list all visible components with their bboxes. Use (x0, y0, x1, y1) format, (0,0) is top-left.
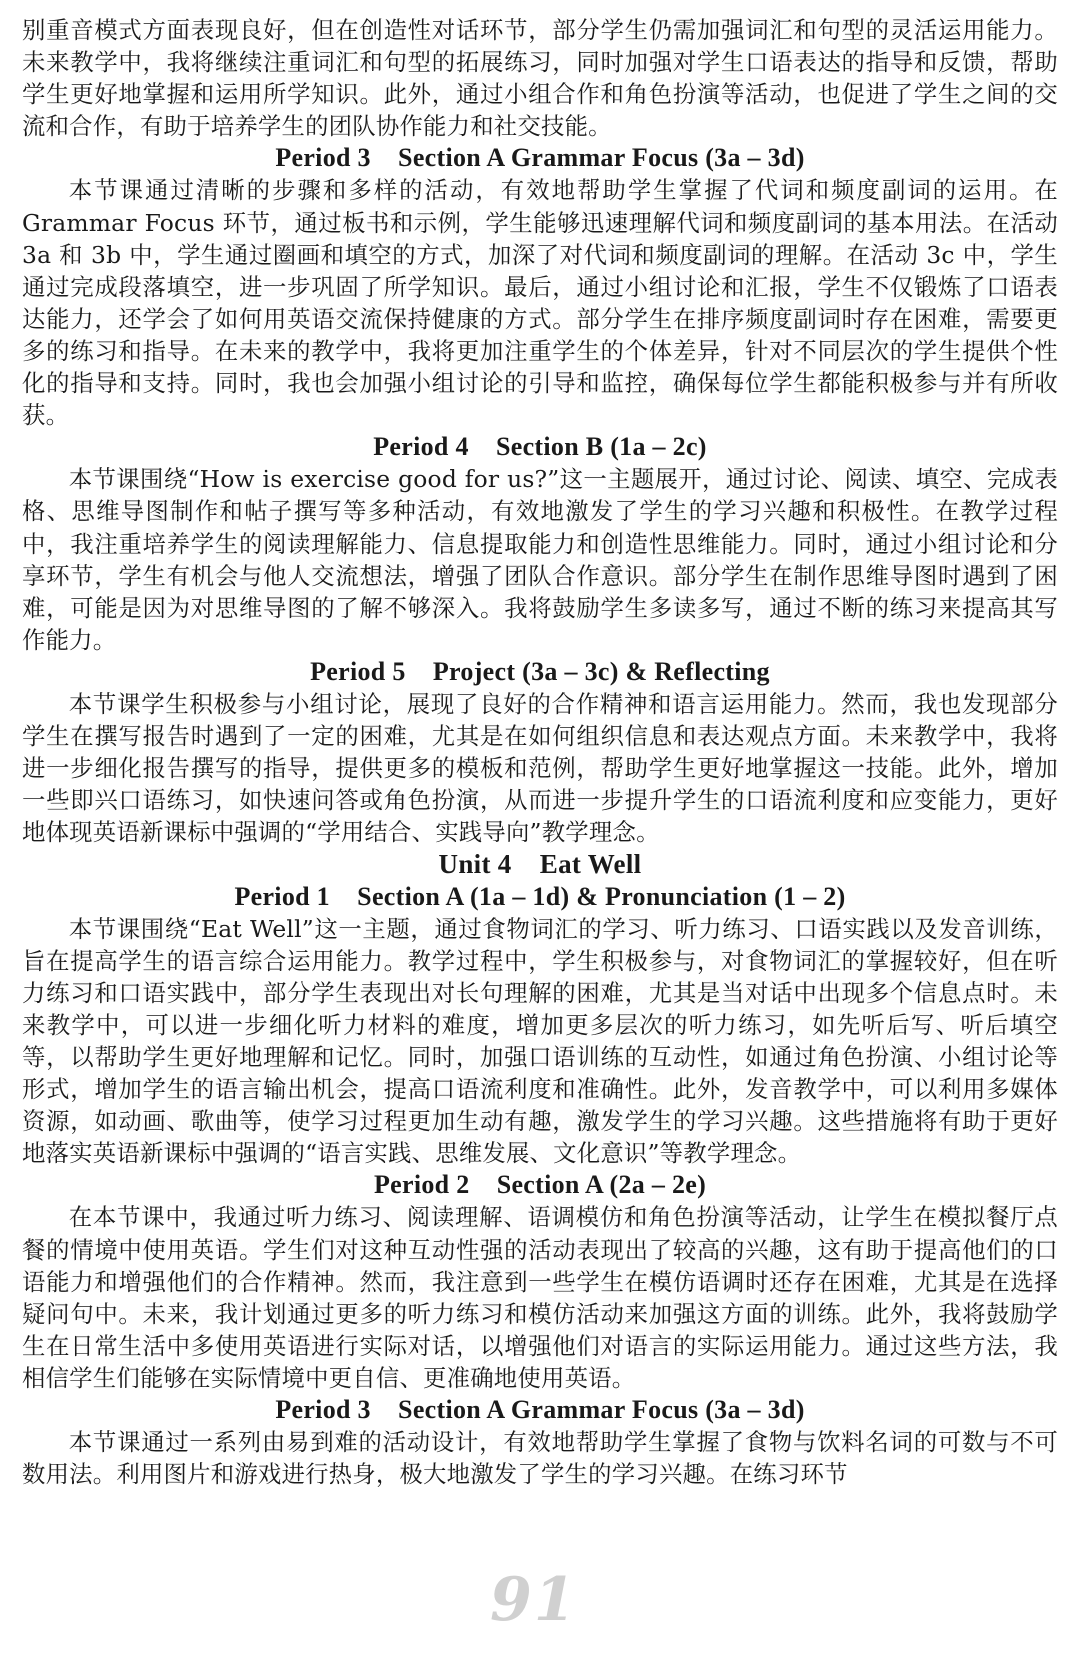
heading-unit4-period-2: Period 2 Section A (2a – 2e) (373, 1170, 707, 1200)
heading-period-3-grammar-focus: Period 3 Section A Grammar Focus (3a – 3d) (275, 143, 805, 173)
paragraph-continuation: 别重音模式方面表现良好，但在创造性对话环节，部分学生仍需加强词汇和句型的灵活运用能力。未来教学中，我将继续注重词汇和句型的拓展练习，同时加强对学生口语表达的指导和反馈，帮助学生更好地掌握和运用所学知识。此外，通过小组合作和角色扮演等活动，也促进了学生之间的交流和合作，有助于培养学生的团队协作能力和社交技能。 (22, 16, 1058, 141)
paragraph-period-5: 本节课学生积极参与小组讨论，展现了良好的合作精神和语言运用能力。然而，我也发现部分学生在撰写报告时遇到了一定的困难，尤其是在如何组织信息和表达观点方面。未来教学中，我将进一步细化报告撰写的指导，提供更多的模板和范例，帮助学生更好地掌握这一技能。此外，增加一些即兴口语练习，如快速问答或角色扮演，从而进一步提升学生的口语流利度和应变能力，更好地体现英语新课标中强调的“学用结合、实践导向”教学理念。 (22, 689, 1058, 847)
paragraph-unit4-period-3: 本节课通过一系列由易到难的活动设计，有效地帮助学生掌握了食物与饮料名词的可数与不可数用法。利用图片和游戏进行热身，极大地激发了学生的学习兴趣。在练习环节 (22, 1428, 1058, 1489)
paragraph-period-4: 本节课围绕“How is exercise good for us?”这一主题展开，通过讨论、阅读、填空、完成表格、思维导图制作和帖子撰写等多种活动，有效地激发了学生的学习兴趣和积极性。在教学过程中，我注重培养学生的阅读理解能力、信息提取能力和创造性思维能力。同时，通过小组讨论和分享环节，学生有机会与他人交流想法，增强了团队合作意识。部分学生在制作思维导图时遇到了困难，可能是因为对思维导图的了解不够深入。我将鼓励学生多读多写，通过不断的练习来提高其写作能力。 (22, 465, 1058, 654)
heading-period-4-section-b: Period 4 Section B (1a – 2c) (373, 432, 707, 462)
paragraph-unit4-period-2: 在本节课中，我通过听力练习、阅读理解、语调模仿和角色扮演等活动，让学生在模拟餐厅点餐的情境中使用英语。学生们对这种互动性强的活动表现出了较高的兴趣，这有助于提高他们的口语能力和增强他们的合作精神。然而，我注意到一些学生在模仿语调时还存在困难，尤其是在选择疑问句中。未来，我计划通过更多的听力练习和模仿活动来加强这方面的训练。此外，我将鼓励学生在日常生活中多使用英语进行实际对话，以增强他们对语言的实际运用能力。通过这些方法，我相信学生们能够在实际情境中更自信、更准确地使用英语。 (22, 1203, 1058, 1392)
heading-unit4-period-3: Period 3 Section A Grammar Focus (3a – 3d) (275, 1395, 805, 1425)
paragraph-unit4-period-1: 本节课围绕“Eat Well”这一主题，通过食物词汇的学习、听力练习、口语实践以及发音训练，旨在提高学生的语言综合运用能力。教学过程中，学生积极参与，对食物词汇的掌握较好，但在听力练习和口语实践中，部分学生表现出对长句理解的困难，尤其是当对话中出现多个信息点时。未来教学中，可以进一步细化听力材料的难度，增加更多层次的听力练习，如先听后写、听后填空等，以帮助学生更好地理解和记忆。同时，加强口语训练的互动性，如通过角色扮演、小组讨论等形式，增加学生的语言输出机会，提高口语流利度和准确性。此外，发音教学中，可以利用多媒体资源，如动画、歌曲等，使学习过程更加生动有趣，激发学生的学习兴趣。这些措施将有助于更好地落实英语新课标中强调的“语言实践、思维发展、文化意识”等教学理念。 (22, 914, 1058, 1168)
paragraph-period-3: 本节课通过清晰的步骤和多样的活动，有效地帮助学生掌握了代词和频度副词的运用。在 Grammar Focus 环节，通过板书和示例，学生能够迅速理解代词和频度副词的基本用法。在活动 3a 和 3b 中，学生通过圈画和填空的方式，加深了对代词和频度副词的理解。在活动 3c 中，学生通过完成段落填空，进一步巩固了所学知识。最后，通过小组讨论和汇报，学生不仅锻炼了口语表达能力，还学会了如何用英语交流保持健康的方式。部分学生在排序频度副词时存在困难，需要更多的练习和指导。在未来的教学中，我将更加注重学生的个体差异，针对不同层次的学生提供个性化的指导和支持。同时，我也会加强小组讨论的引导和监控，确保每位学生都能积极参与并有所收获。 (22, 176, 1058, 430)
page-number: 91 (490, 1565, 578, 1635)
document-page (22, 14, 1058, 1490)
heading-period-5-project: Period 5 Project (3a – 3c) & Reflecting (310, 656, 770, 686)
heading-unit-4: Unit 4 Eat Well (438, 849, 642, 880)
heading-unit4-period-1: Period 1 Section A (1a – 1d) & Pronunciation (1 – 2) (234, 881, 846, 911)
